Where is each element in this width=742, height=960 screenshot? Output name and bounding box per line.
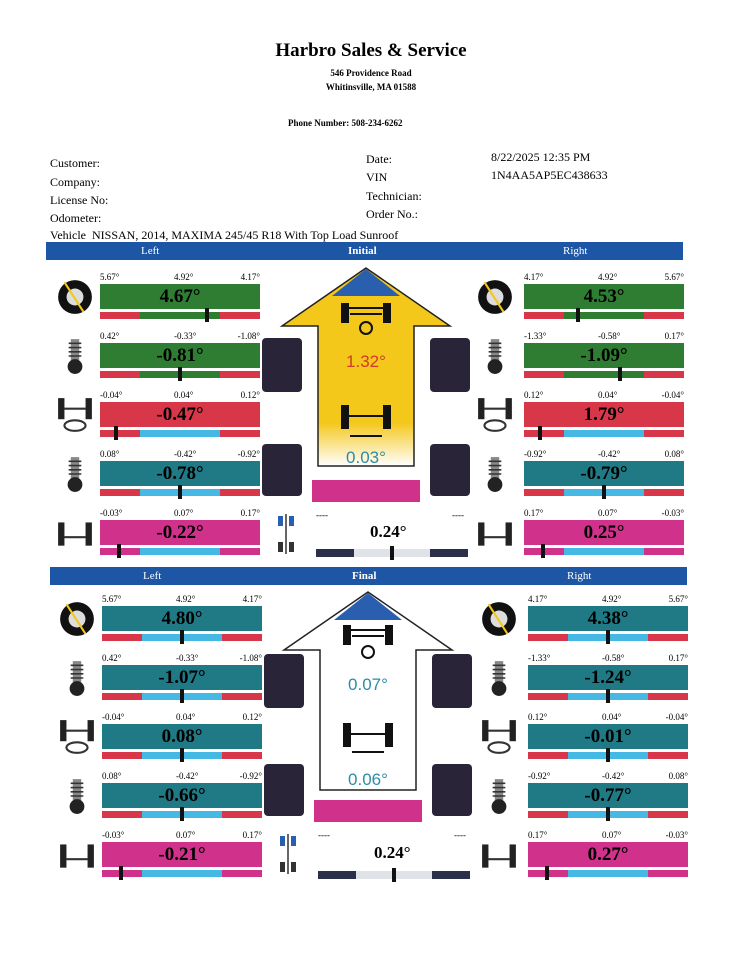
technician-label: Technician:	[366, 189, 422, 203]
gauge-mid: -0.33°	[174, 331, 197, 341]
company-label: Company:	[50, 175, 100, 189]
gauge-marker	[541, 544, 545, 558]
initial-total-toe-icon	[276, 512, 296, 556]
final-front-right-wheel	[432, 654, 472, 708]
final-total-toe: 0.24°	[374, 843, 411, 862]
strut-icon	[56, 455, 94, 498]
gauge-scale	[528, 870, 688, 877]
gauge-min: 0.12°	[524, 390, 544, 400]
vehicle-value: NISSAN, 2014, MAXIMA 245/45 R18 With Top Load Sunroof	[91, 228, 399, 242]
gauge-min: -1.33°	[528, 653, 551, 663]
gauge-range	[100, 390, 260, 401]
gauge-range	[524, 331, 684, 342]
gauge-range	[524, 390, 684, 401]
gauge-max: -0.92°	[237, 449, 260, 459]
initial-left-gauge-3	[100, 449, 260, 499]
phone-line	[288, 118, 403, 128]
gauge-scale	[100, 312, 260, 319]
final-arrow-tip	[334, 593, 402, 620]
gauge-mid: 4.92°	[174, 272, 194, 282]
gauge-range	[524, 272, 684, 283]
final-total-toe-scale	[318, 871, 470, 879]
initial-right-gauge-0	[524, 272, 684, 322]
gauge-min: 0.17°	[524, 508, 544, 518]
gauge-range	[524, 449, 684, 460]
final-left-gauge-2	[102, 712, 262, 762]
gauge-mid: 4.92°	[176, 594, 196, 604]
gauge-mid: -0.58°	[602, 653, 625, 663]
strut-icon	[480, 777, 518, 820]
initial-left-gauge-2	[100, 390, 260, 440]
gauge-max: -1.08°	[237, 331, 260, 341]
gauge-range	[528, 653, 688, 664]
gauge-min: -1.33°	[524, 331, 547, 341]
gauge-value: -1.07°	[102, 665, 262, 690]
gauge-min: -0.04°	[102, 712, 125, 722]
gauge-value: -0.79°	[524, 461, 684, 486]
initial-band	[46, 242, 683, 260]
gauge-mid: 0.07°	[176, 830, 196, 840]
gauge-scale	[524, 430, 684, 437]
gauge-value: -0.77°	[528, 783, 688, 808]
gauge-range	[100, 331, 260, 342]
gauge-value: -0.01°	[528, 724, 688, 749]
gauge-marker	[119, 866, 123, 880]
gauge-marker	[180, 748, 184, 762]
license-label: License No:	[50, 193, 109, 207]
gauge-value: -0.78°	[100, 461, 260, 486]
final-title: Final	[352, 570, 377, 582]
gauge-marker	[180, 689, 184, 703]
gauge-marker	[545, 866, 549, 880]
gauge-range	[102, 771, 262, 782]
gauge-max: 0.08°	[664, 449, 684, 459]
final-left-label: Left	[143, 570, 162, 582]
gauge-min: 0.17°	[528, 830, 548, 840]
strut-icon	[476, 455, 514, 498]
initial-right-label: Right	[563, 245, 588, 257]
gauge-range	[528, 830, 688, 841]
strut-icon	[476, 337, 514, 380]
initial-cross-rear: 0.03°	[346, 448, 386, 467]
gauge-value: -0.47°	[100, 402, 260, 427]
gauge-mid: 0.07°	[598, 508, 618, 518]
gauge-range	[524, 508, 684, 519]
gauge-mid: -0.42°	[602, 771, 625, 781]
final-rear-right-wheel	[432, 764, 472, 816]
gauge-scale	[524, 548, 684, 555]
gauge-scale	[524, 312, 684, 319]
gauge-marker	[180, 630, 184, 644]
odometer-label: Odometer:	[50, 211, 102, 225]
initial-rear-bar	[312, 480, 420, 502]
steering-wheel-icon	[56, 396, 94, 439]
gauge-range	[102, 712, 262, 723]
gauge-min: 5.67°	[102, 594, 122, 604]
gauge-marker	[606, 630, 610, 644]
gauge-max: 5.67°	[664, 272, 684, 282]
gauge-max: 4.17°	[242, 594, 262, 604]
gauge-max: 4.17°	[240, 272, 260, 282]
gauge-scale	[524, 371, 684, 378]
gauge-max: -0.03°	[661, 508, 684, 518]
gauge-max: -0.04°	[665, 712, 688, 722]
initial-right-gauge-4	[524, 508, 684, 558]
final-right-gauge-3	[528, 771, 688, 821]
axle-icon	[480, 836, 518, 879]
phone-number: 508-234-6262	[351, 118, 403, 128]
gauge-marker	[178, 485, 182, 499]
gauge-value: -1.24°	[528, 665, 688, 690]
gauge-value: -1.09°	[524, 343, 684, 368]
initial-total-toe: 0.24°	[370, 522, 407, 541]
gauge-marker	[618, 367, 622, 381]
gauge-mid: 0.07°	[174, 508, 194, 518]
gauge-min: -0.03°	[102, 830, 125, 840]
strut-icon	[480, 659, 518, 702]
tire-icon	[56, 278, 94, 321]
final-cross-front: 0.07°	[348, 675, 388, 694]
gauge-mid: -0.42°	[176, 771, 199, 781]
initial-arrow-tip	[332, 269, 400, 296]
strut-icon	[58, 659, 96, 702]
gauge-max: -0.03°	[665, 830, 688, 840]
initial-rear-left-wheel	[262, 444, 302, 496]
final-front-left-wheel	[264, 654, 304, 708]
gauge-mid: -0.58°	[598, 331, 621, 341]
strut-icon	[56, 337, 94, 380]
initial-left-gauge-4	[100, 508, 260, 558]
gauge-max: -0.04°	[661, 390, 684, 400]
gauge-min: -0.04°	[100, 390, 123, 400]
gauge-min: 0.08°	[102, 771, 122, 781]
final-total-toe-icon	[278, 832, 298, 876]
gauge-marker	[117, 544, 121, 558]
tire-icon	[58, 600, 96, 643]
address-line-1: 546 Providence Road	[330, 68, 412, 78]
gauge-mid: -0.42°	[174, 449, 197, 459]
gauge-max: 0.08°	[668, 771, 688, 781]
gauge-max: 0.12°	[242, 712, 262, 722]
gauge-mid: 4.92°	[598, 272, 618, 282]
initial-dash-b: ----	[452, 510, 464, 520]
gauge-mid: 4.92°	[602, 594, 622, 604]
gauge-max: -0.92°	[239, 771, 262, 781]
gauge-max: 5.67°	[668, 594, 688, 604]
company-name: Harbro Sales & Service	[275, 40, 467, 61]
initial-title: Initial	[348, 245, 377, 257]
gauge-marker	[114, 426, 118, 440]
gauge-min: 0.42°	[102, 653, 122, 663]
final-left-gauge-1	[102, 653, 262, 703]
steering-wheel-icon	[58, 718, 96, 761]
gauge-mid: 0.04°	[176, 712, 196, 722]
gauge-value: 4.38°	[528, 606, 688, 631]
final-left-gauge-0	[102, 594, 262, 644]
gauge-value: 4.67°	[100, 284, 260, 309]
initial-right-gauge-3	[524, 449, 684, 499]
gauge-value: -0.66°	[102, 783, 262, 808]
gauge-max: 0.17°	[668, 653, 688, 663]
gauge-marker	[538, 426, 542, 440]
gauge-marker	[606, 807, 610, 821]
gauge-min: 0.12°	[528, 712, 548, 722]
gauge-max: 0.12°	[240, 390, 260, 400]
gauge-min: -0.03°	[100, 508, 123, 518]
gauge-range	[528, 771, 688, 782]
gauge-value: 4.53°	[524, 284, 684, 309]
final-right-gauge-2	[528, 712, 688, 762]
initial-total-toe-scale	[316, 549, 468, 557]
initial-right-gauge-2	[524, 390, 684, 440]
gauge-min: 0.42°	[100, 331, 120, 341]
initial-car-diagram	[260, 266, 472, 504]
initial-right-gauge-1	[524, 331, 684, 381]
gauge-value: 1.79°	[524, 402, 684, 427]
final-left-gauge-3	[102, 771, 262, 821]
final-left-gauge-4	[102, 830, 262, 880]
gauge-mid: 0.04°	[602, 712, 622, 722]
vin-value: 1N4AA5AP5EC438633	[491, 168, 608, 182]
axle-icon	[56, 514, 94, 557]
gauge-value: 0.08°	[102, 724, 262, 749]
final-right-gauge-0	[528, 594, 688, 644]
gauge-value: 0.25°	[524, 520, 684, 545]
steering-wheel-icon	[480, 718, 518, 761]
gauge-value: -0.21°	[102, 842, 262, 867]
axle-icon	[58, 836, 96, 879]
axle-icon	[476, 514, 514, 557]
gauge-mid: 0.04°	[174, 390, 194, 400]
gauge-marker	[178, 367, 182, 381]
gauge-range	[100, 449, 260, 460]
gauge-mid: 0.07°	[602, 830, 622, 840]
gauge-max: -1.08°	[239, 653, 262, 663]
gauge-range	[100, 508, 260, 519]
gauge-value: 4.80°	[102, 606, 262, 631]
gauge-mid: -0.42°	[598, 449, 621, 459]
tire-icon	[476, 278, 514, 321]
steering-wheel-icon	[476, 396, 514, 439]
gauge-max: 0.17°	[240, 508, 260, 518]
gauge-range	[102, 594, 262, 605]
gauge-min: 0.08°	[100, 449, 120, 459]
gauge-marker	[205, 308, 209, 322]
initial-front-right-wheel	[430, 338, 470, 392]
final-cross-rear: 0.06°	[348, 770, 388, 789]
final-right-gauge-4	[528, 830, 688, 880]
vin-label: VIN	[366, 170, 388, 184]
date-label: Date:	[366, 152, 392, 166]
gauge-min: 4.17°	[528, 594, 548, 604]
gauge-value: -0.81°	[100, 343, 260, 368]
order-label: Order No.:	[366, 207, 418, 221]
gauge-marker	[606, 689, 610, 703]
gauge-scale	[100, 548, 260, 555]
gauge-marker	[602, 485, 606, 499]
initial-cross-front: 1.32°	[346, 352, 386, 371]
strut-icon	[58, 777, 96, 820]
initial-left-label: Left	[141, 245, 160, 257]
final-right-gauge-1	[528, 653, 688, 703]
gauge-mid: -0.33°	[176, 653, 199, 663]
vehicle-label: Vehicle	[50, 228, 86, 242]
gauge-marker	[576, 308, 580, 322]
gauge-range	[100, 272, 260, 283]
gauge-range	[102, 653, 262, 664]
final-rear-left-wheel	[264, 764, 304, 816]
final-car-diagram	[262, 590, 474, 828]
address-line-2: Whitinsville, MA 01588	[325, 82, 417, 92]
gauge-max: 0.17°	[664, 331, 684, 341]
gauge-min: 5.67°	[100, 272, 120, 282]
date-value: 8/22/2025 12:35 PM	[491, 150, 591, 164]
gauge-min: 4.17°	[524, 272, 544, 282]
vehicle-line	[50, 228, 398, 243]
final-band	[50, 567, 687, 585]
initial-front-left-wheel	[262, 338, 302, 392]
initial-dash-a: ----	[316, 510, 328, 520]
initial-rear-right-wheel	[430, 444, 470, 496]
gauge-marker	[606, 748, 610, 762]
final-dash-b: ----	[454, 830, 466, 840]
gauge-value: 0.27°	[528, 842, 688, 867]
phone-label: Phone Number:	[288, 118, 350, 128]
gauge-mid: 0.04°	[598, 390, 618, 400]
customer-label: Customer:	[50, 156, 100, 170]
final-right-label: Right	[567, 570, 592, 582]
gauge-scale	[102, 870, 262, 877]
final-rear-bar	[314, 800, 422, 822]
gauge-range	[528, 594, 688, 605]
final-dash-a: ----	[318, 830, 330, 840]
initial-left-gauge-1	[100, 331, 260, 381]
gauge-value: -0.22°	[100, 520, 260, 545]
gauge-min: -0.92°	[528, 771, 551, 781]
gauge-marker	[180, 807, 184, 821]
gauge-scale	[100, 430, 260, 437]
gauge-range	[528, 712, 688, 723]
tire-icon	[480, 600, 518, 643]
initial-left-gauge-0	[100, 272, 260, 322]
gauge-range	[102, 830, 262, 841]
gauge-max: 0.17°	[242, 830, 262, 840]
gauge-min: -0.92°	[524, 449, 547, 459]
